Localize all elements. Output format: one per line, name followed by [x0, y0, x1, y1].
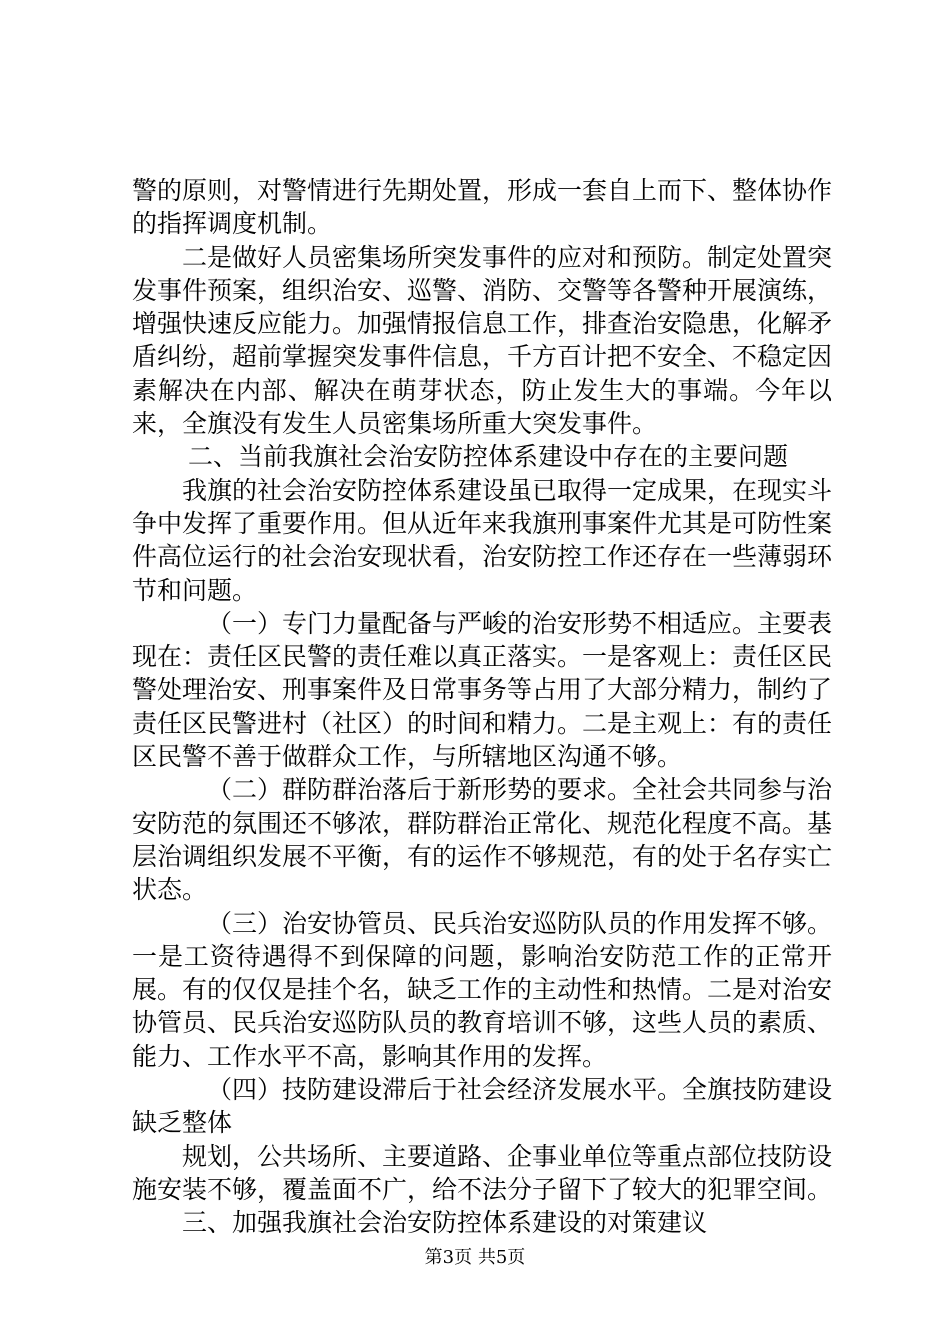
page-number-footer: 第3页 共5页: [424, 1247, 526, 1268]
paragraph-9: 规划，公共场所、主要道路、企事业单位等重点部位技防设施安装不够，覆盖面不广，给不法分子留下了较大的犯罪空间。: [132, 1141, 833, 1204]
paragraph-6: （二）群防群治落后于新形势的要求。全社会共同参与治安防范的氛围还不够浓，群防群治正常化、规范化程度不高。基层治调组织发展不平衡，有的运作不够规范，有的处于名存实亡状态。: [132, 775, 833, 905]
section-heading-2: 二、当前我旗社会治安防控体系建设中存在的主要问题: [188, 442, 789, 472]
paragraph-1: 警的原则，对警情进行先期处置，形成一套自上而下、整体协作的指挥调度机制。: [132, 176, 833, 239]
section-heading-3: 三、加强我旗社会治安防控体系建设的对策建议: [182, 1208, 708, 1238]
paragraph-4: 我旗的社会治安防控体系建设虽已取得一定成果，在现实斗争中发挥了重要作用。但从近年来我旗刑事案件尤其是可防性案件高位运行的社会治安现状看，治安防控工作还存在一些薄弱环节和问题。: [132, 475, 833, 605]
paragraph-2: 二是做好人员密集场所突发事件的应对和预防。制定处置突发事件预案，组织治安、巡警、消防、交警等各警种开展演练，增强快速反应能力。加强情报信息工作，排查治安隐患，化解矛盾纠纷，超前掌握突发事件信息，千方百计把不安全、不稳定因素解决在内部、解决在萌芽状态，防止发生大的事端。今年以来，全旗没有发生人员密集场所重大突发事件。: [132, 242, 833, 439]
paragraph-5: （一）专门力量配备与严峻的治安形势不相适应。主要表现在：责任区民警的责任难以真正落实。一是客观上：责任区民警处理治安、刑事案件及日常事务等占用了大部分精力，制约了责任区民警进村（社区）的时间和精力。二是主观上：有的责任区民警不善于做群众工作，与所辖地区沟通不够。: [132, 608, 833, 772]
paragraph-8: （四）技防建设滞后于社会经济发展水平。全旗技防建设缺乏整体: [132, 1075, 833, 1138]
paragraph-7: （三）治安协管员、民兵治安巡防队员的作用发挥不够。一是工资待遇得不到保障的问题，影响治安防范工作的正常开展。有的仅仅是挂个名，缺乏工作的主动性和热情。二是对治安协管员、民兵治安巡防队员的教育培训不够，这些人员的素质、能力、工作水平不高，影响其作用的发挥。: [132, 908, 833, 1071]
document-body: [132, 174, 832, 1240]
